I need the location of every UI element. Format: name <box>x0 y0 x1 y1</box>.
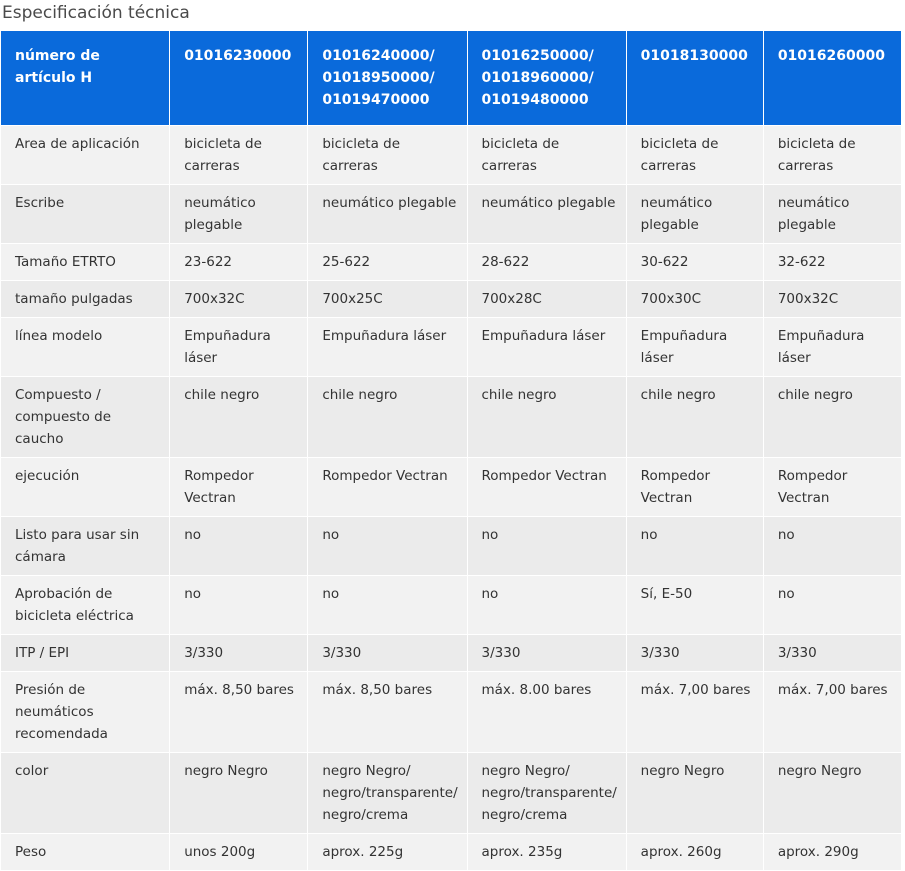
table-cell: aprox. 290g <box>764 834 901 870</box>
table-cell: aprox. 225g <box>308 834 466 870</box>
table-cell: Empuñadura láser <box>764 318 901 376</box>
table-cell: 700x32C <box>764 281 901 317</box>
table-row <box>1 126 901 184</box>
table-cell: Empuñadura láser <box>308 318 466 376</box>
table-cell: máx. 8.00 bares <box>468 672 626 752</box>
table-row <box>1 318 901 376</box>
table-cell: 3/330 <box>468 635 626 671</box>
table-cell: negro Negro/ negro/transparente/ negro/crema <box>308 753 466 833</box>
table-row <box>1 753 901 833</box>
table-cell: chile negro <box>308 377 466 457</box>
table-cell: bicicleta de carreras <box>627 126 763 184</box>
table-cell: no <box>764 576 901 634</box>
table-row <box>1 576 901 634</box>
table-header-row <box>1 31 901 125</box>
table-cell: 23-622 <box>170 244 307 280</box>
table-cell: no <box>170 517 307 575</box>
row-label: ejecución <box>1 458 169 516</box>
table-cell: máx. 7,00 bares <box>627 672 763 752</box>
table-row <box>1 672 901 752</box>
table-cell: Rompedor Vectran <box>764 458 901 516</box>
row-label: Presión de neumáticos recomendada <box>1 672 169 752</box>
table-cell: Rompedor Vectran <box>308 458 466 516</box>
table-cell: negro Negro <box>170 753 307 833</box>
row-label: tamaño pulgadas <box>1 281 169 317</box>
table-cell: chile negro <box>468 377 626 457</box>
row-label: Compuesto / compuesto de caucho <box>1 377 169 457</box>
table-cell: neumático plegable <box>170 185 307 243</box>
table-cell: 25-622 <box>308 244 466 280</box>
table-cell: Empuñadura láser <box>170 318 307 376</box>
table-cell: máx. 8,50 bares <box>170 672 307 752</box>
header-cell-article: 01016260000 <box>764 31 901 125</box>
table-cell: no <box>468 576 626 634</box>
table-cell: neumático plegable <box>627 185 763 243</box>
table-cell: 3/330 <box>627 635 763 671</box>
table-cell: Rompedor Vectran <box>468 458 626 516</box>
table-cell: máx. 8,50 bares <box>308 672 466 752</box>
row-label: línea modelo <box>1 318 169 376</box>
table-cell: Empuñadura láser <box>627 318 763 376</box>
table-cell: 3/330 <box>308 635 466 671</box>
table-cell: Sí, E-50 <box>627 576 763 634</box>
table-cell: 700x28C <box>468 281 626 317</box>
header-cell-article: 01016230000 <box>170 31 307 125</box>
table-cell: máx. 7,00 bares <box>764 672 901 752</box>
table-cell: 700x32C <box>170 281 307 317</box>
header-cell-article: 01016240000/ 01018950000/ 01019470000 <box>308 31 466 125</box>
table-row <box>1 517 901 575</box>
table-cell: 3/330 <box>764 635 901 671</box>
row-label: Tamaño ETRTO <box>1 244 169 280</box>
spec-table <box>0 30 902 871</box>
row-label: Peso <box>1 834 169 870</box>
table-cell: 700x25C <box>308 281 466 317</box>
table-cell: chile negro <box>627 377 763 457</box>
table-cell: neumático plegable <box>764 185 901 243</box>
table-cell: bicicleta de carreras <box>764 126 901 184</box>
table-cell: no <box>468 517 626 575</box>
table-cell: 30-622 <box>627 244 763 280</box>
row-label: ITP / EPI <box>1 635 169 671</box>
table-cell: unos 200g <box>170 834 307 870</box>
table-cell: negro Negro <box>627 753 763 833</box>
table-cell: aprox. 235g <box>468 834 626 870</box>
table-cell: bicicleta de carreras <box>308 126 466 184</box>
table-cell: bicicleta de carreras <box>468 126 626 184</box>
table-row <box>1 281 901 317</box>
table-cell: 3/330 <box>170 635 307 671</box>
table-cell: no <box>170 576 307 634</box>
table-cell: chile negro <box>170 377 307 457</box>
header-cell-article: 01018130000 <box>627 31 763 125</box>
table-cell: negro Negro/ negro/transparente/ negro/crema <box>468 753 626 833</box>
table-row <box>1 377 901 457</box>
table-cell: 32-622 <box>764 244 901 280</box>
table-cell: no <box>308 517 466 575</box>
row-label: color <box>1 753 169 833</box>
table-cell: Empuñadura láser <box>468 318 626 376</box>
row-label: Escribe <box>1 185 169 243</box>
header-cell-article-number: número de artículo H <box>1 31 169 125</box>
table-cell: 28-622 <box>468 244 626 280</box>
table-row <box>1 834 901 870</box>
row-label: Listo para usar sin cámara <box>1 517 169 575</box>
table-cell: Rompedor Vectran <box>627 458 763 516</box>
table-cell: bicicleta de carreras <box>170 126 307 184</box>
table-body <box>1 126 901 870</box>
table-row <box>1 185 901 243</box>
table-cell: chile negro <box>764 377 901 457</box>
table-row <box>1 458 901 516</box>
table-cell: no <box>627 517 763 575</box>
section-title: Especificación técnica <box>2 3 190 23</box>
header-cell-article: 01016250000/ 01018960000/ 01019480000 <box>468 31 626 125</box>
table-cell: negro Negro <box>764 753 901 833</box>
table-cell: Rompedor Vectran <box>170 458 307 516</box>
table-cell: neumático plegable <box>468 185 626 243</box>
table-cell: 700x30C <box>627 281 763 317</box>
row-label: Aprobación de bicicleta eléctrica <box>1 576 169 634</box>
table-cell: aprox. 260g <box>627 834 763 870</box>
table-row <box>1 244 901 280</box>
row-label: Area de aplicación <box>1 126 169 184</box>
table-cell: no <box>308 576 466 634</box>
table-cell: no <box>764 517 901 575</box>
table-cell: neumático plegable <box>308 185 466 243</box>
table-row <box>1 635 901 671</box>
